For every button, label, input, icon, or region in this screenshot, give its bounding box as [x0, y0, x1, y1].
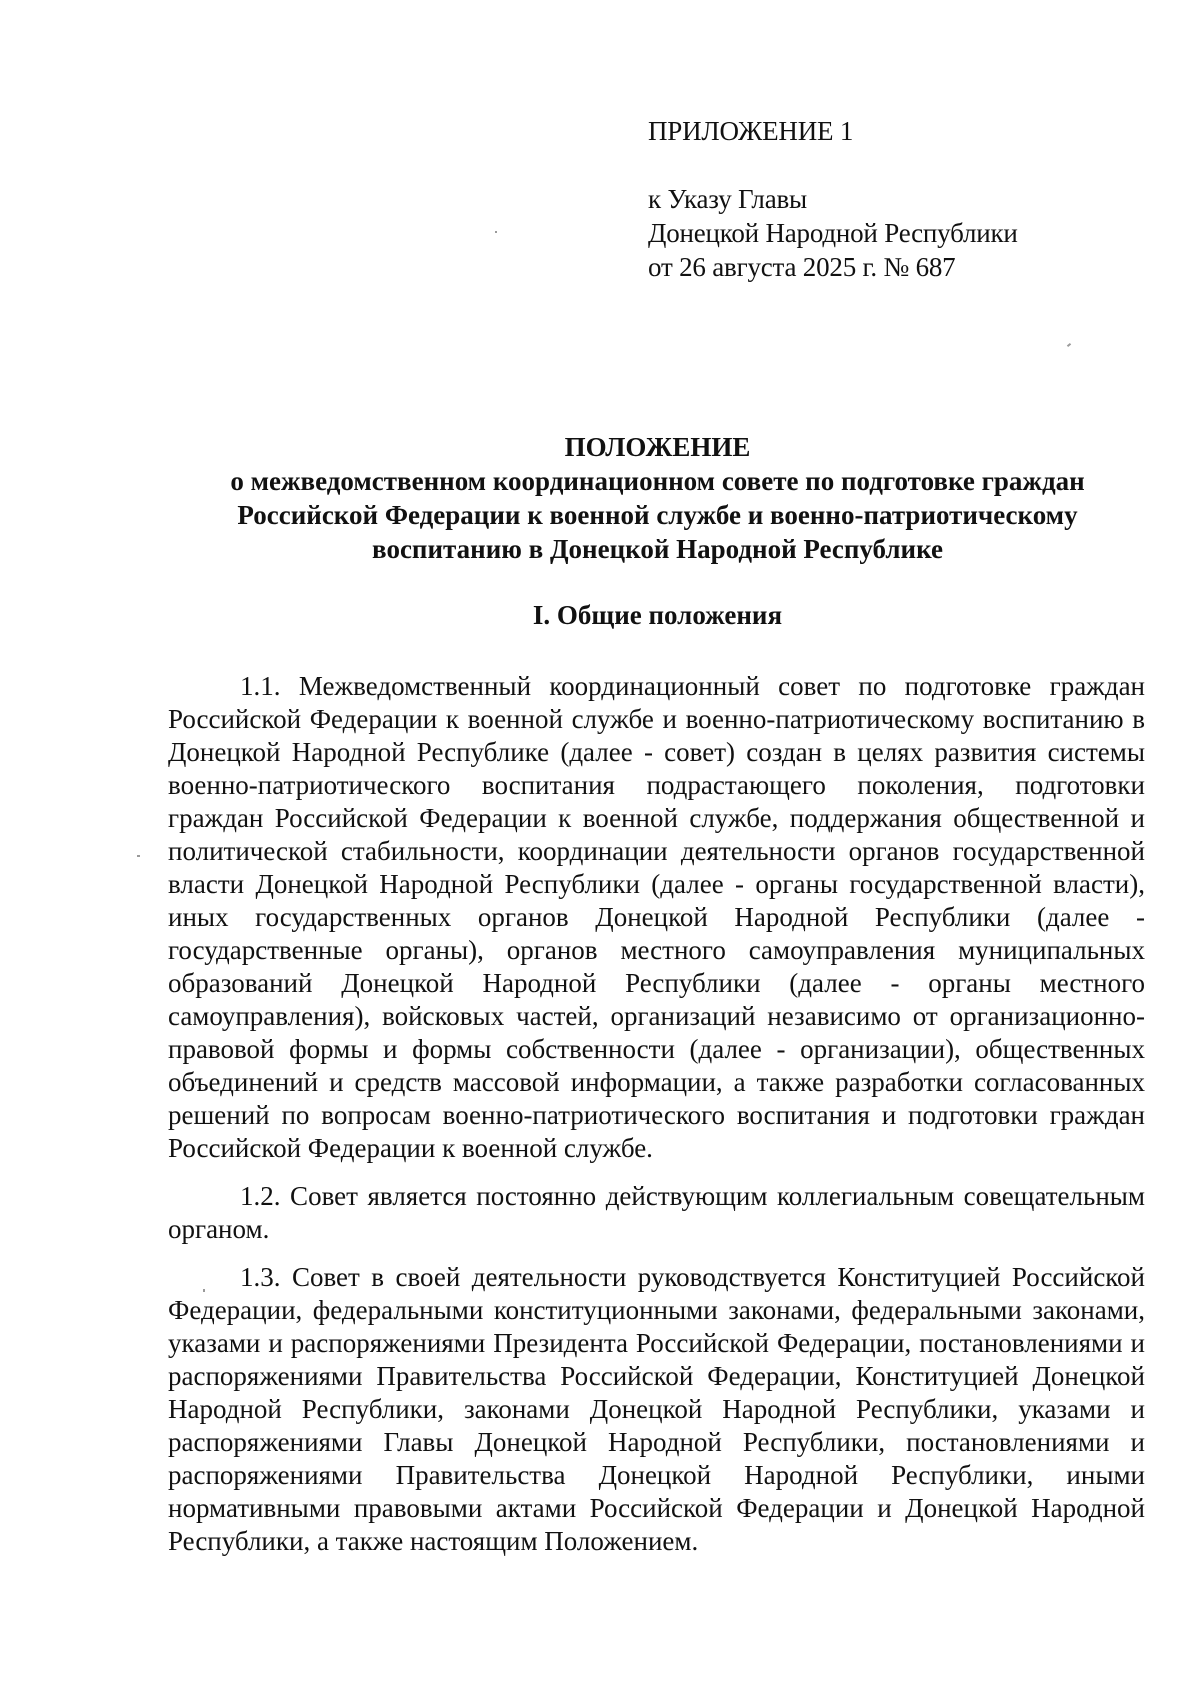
scan-speck — [137, 855, 140, 857]
paragraph-1-1: 1.1. Межведомственный координационный совет по подготовке граждан Российской Федерации к военной службе и военно-патриотическому воспитанию в Донецкой Народной Республике (далее - совет) создан в целях развития системы военно-патриотического воспитания подрастающего поколения, подготовки граждан Российской Федерации к военной службе, поддержания общественной и политической стабильности, координации деятельности органов государственной власти Донецкой Народной Республики (далее - органы государственной власти), иных государственных органов Донецкой Народной Республики (далее - государственные органы), органов местного самоуправления муниципальных образований Донецкой Народной Республики (далее - органы местного самоуправления), войсковых частей, организаций независимо от организационно-правовой формы и формы собственности (далее - организации), общественных объединений и средств массовой информации, а также разработки согласованных решений по вопросам военно-патриотического воспитания и подготовки граждан Российской Федерации к военной службе. — [168, 671, 1145, 1163]
paragraph-1-2: 1.2. Совет является постоянно действующим коллегиальным совещательным органом. — [168, 1181, 1145, 1244]
document-title — [160, 430, 1155, 566]
document-body — [168, 670, 1145, 1573]
scan-speck — [495, 231, 497, 233]
appendix-reference-line: Донецкой Народной Республики — [648, 218, 1018, 248]
title-line: воспитанию в Донецкой Народной Республике — [372, 534, 943, 564]
appendix-date-line: от 26 августа 2025 г. № 687 — [648, 252, 956, 282]
title-line: Российской Федерации к военной службе и военно-патриотическому — [237, 500, 1078, 530]
scan-speck — [203, 1289, 205, 1292]
paragraph-1-3: 1.3. Совет в своей деятельности руководствуется Конституцией Российской Федерации, федеральными конституционными законами, федеральными законами, указами и распоряжениями Президента Российской Федерации, постановлениями и распоряжениями Правительства Российской Федерации, Конституцией Донецкой Народной Республики, законами Донецкой Народной Республики, указами и распоряжениями Главы Донецкой Народной Республики, постановлениями и распоряжениями Правительства Донецкой Народной Республики, иными нормативными правовыми актами Российской Федерации и Донецкой Народной Республики, а также настоящим Положением. — [168, 1262, 1145, 1556]
appendix-label: ПРИЛОЖЕНИЕ 1 — [648, 116, 854, 146]
appendix-reference-line: к Указу Главы — [648, 184, 807, 214]
appendix-header — [648, 114, 1018, 284]
section-heading: I. Общие положения — [532, 600, 783, 630]
scan-speck — [1067, 343, 1071, 347]
title-line: о межведомственном координационном совете по подготовке граждан — [230, 466, 1085, 496]
title-heading: ПОЛОЖЕНИЕ — [564, 432, 751, 462]
